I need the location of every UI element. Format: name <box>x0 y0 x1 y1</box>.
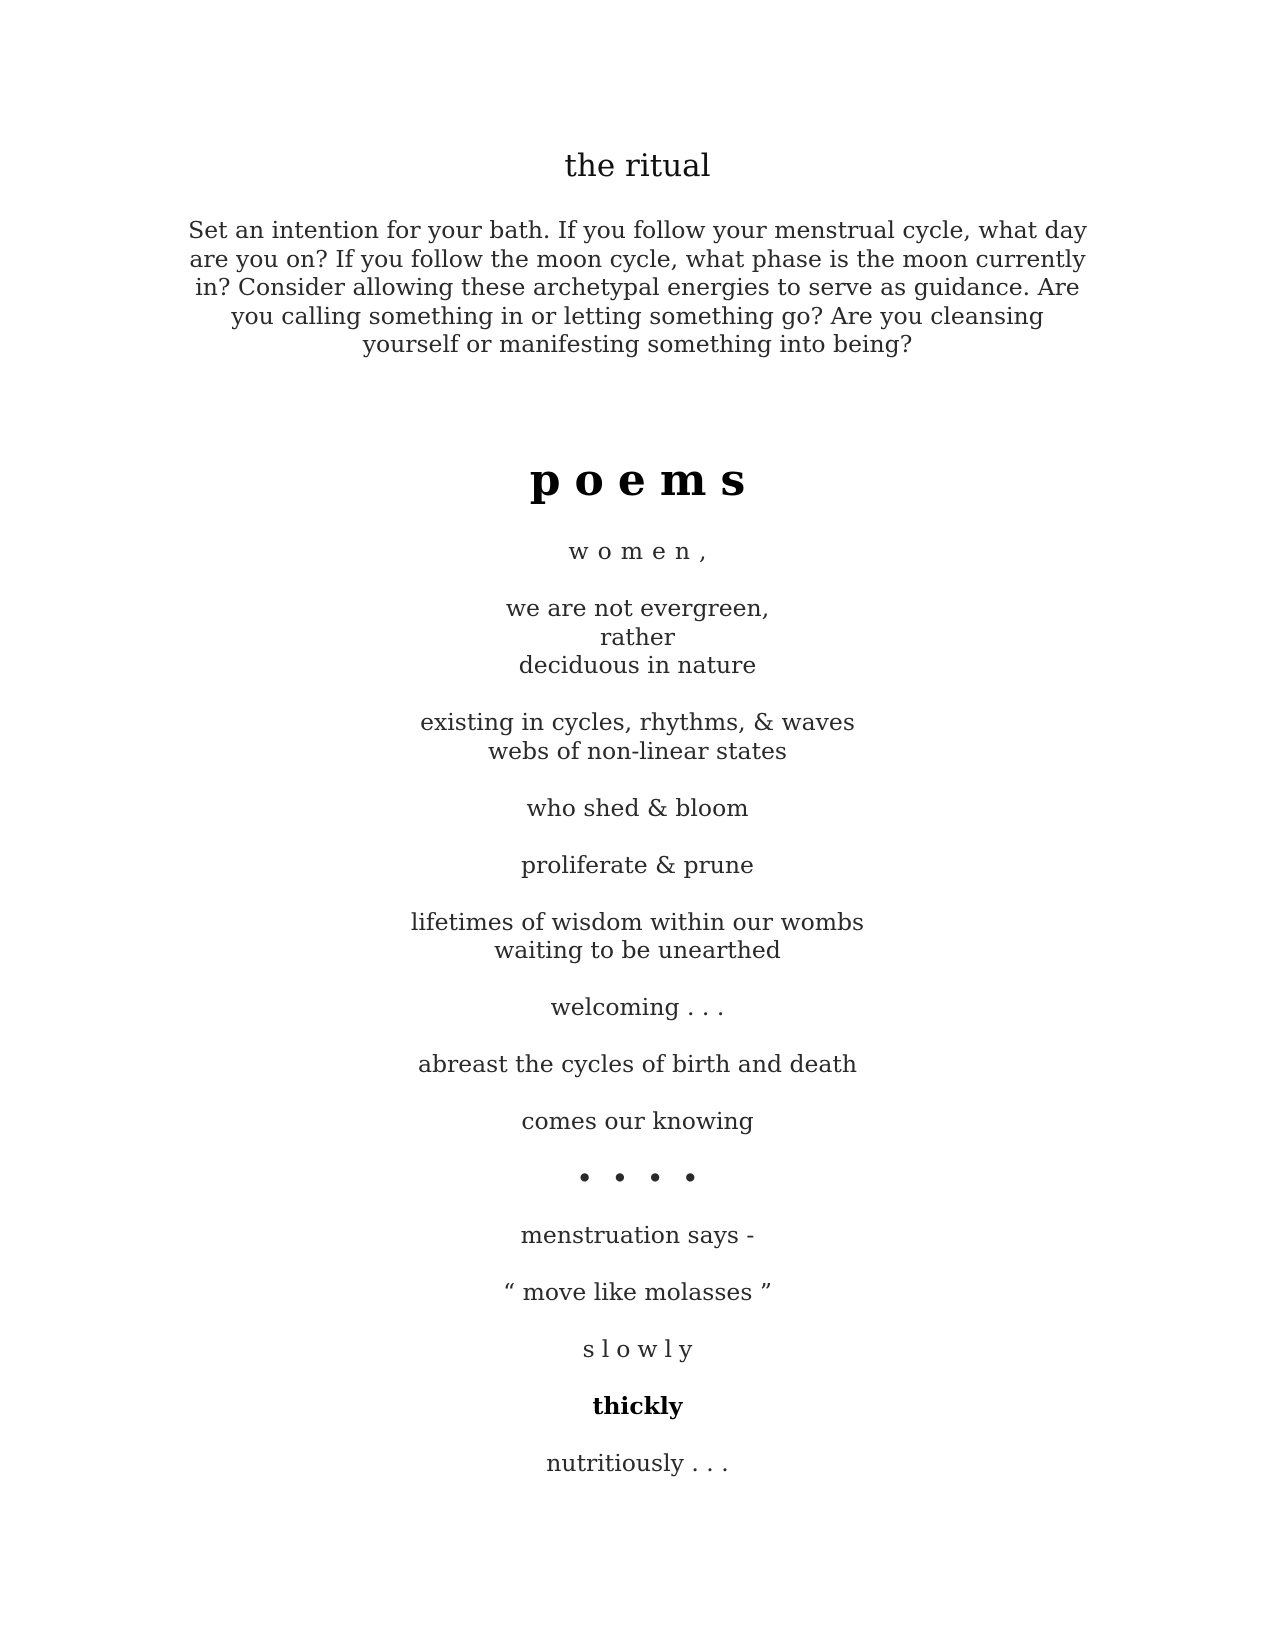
poem-line: menstruation says - <box>520 1221 755 1249</box>
poem-stanza <box>0 708 1275 765</box>
poem-line: deciduous in nature <box>518 651 757 679</box>
poem-line: proliferate & prune <box>521 850 754 879</box>
poem-stanza <box>0 1050 1275 1079</box>
ritual-heading: the ritual <box>564 148 711 184</box>
ritual-paragraph: Set an intention for your bath. If you follow your menstrual cycle, what day are you on? If you follow the moon cycle, what phase is the moon currently in? Consider allowing these archetypal energies to serve as guidance. Are you calling something in or letting something go? Are you cleansing yourself or manifesting something into being? <box>188 216 1087 358</box>
poem-line: lifetimes of wisdom within our wombs <box>410 907 865 936</box>
dot-separator: • • • • <box>577 1164 704 1192</box>
poem-line: women, <box>568 537 716 565</box>
poem-stanza <box>0 594 1275 680</box>
poem-line: existing in cycles, rhythms, & waves <box>420 708 855 736</box>
poem-line: we are not evergreen, <box>505 594 770 622</box>
poem-stanza <box>0 1107 1275 1136</box>
poem-line: comes our knowing <box>521 1107 754 1135</box>
poem-line: rather <box>600 622 675 651</box>
poem-line: webs of non-linear states <box>488 736 787 765</box>
poem-stanza <box>0 908 1275 965</box>
poem-stanza <box>0 1221 1275 1250</box>
poem-stanza <box>0 794 1275 823</box>
poem-line-emphasis: thickly <box>592 1392 683 1420</box>
poem-stanza <box>0 1278 1275 1307</box>
poem-line: welcoming . . . <box>550 993 725 1021</box>
poem-line: who shed & bloom <box>526 793 749 822</box>
poems-heading: poems <box>529 455 760 506</box>
poem-line: nutritiously . . . <box>546 1449 729 1477</box>
poem <box>0 537 1275 1506</box>
poem-stanza <box>0 1335 1275 1364</box>
poem-line: abreast the cycles of birth and death <box>417 1050 858 1078</box>
poem-stanza <box>0 993 1275 1022</box>
poem-stanza <box>0 537 1275 566</box>
poem-line: “ move like molasses ” <box>503 1278 772 1306</box>
poem-stanza <box>0 1392 1275 1421</box>
poem-line: waiting to be unearthed <box>494 936 781 964</box>
poem-line: slowly <box>582 1335 700 1363</box>
poem-stanza <box>0 1449 1275 1478</box>
poem-stanza <box>0 1164 1275 1193</box>
poem-stanza <box>0 851 1275 880</box>
